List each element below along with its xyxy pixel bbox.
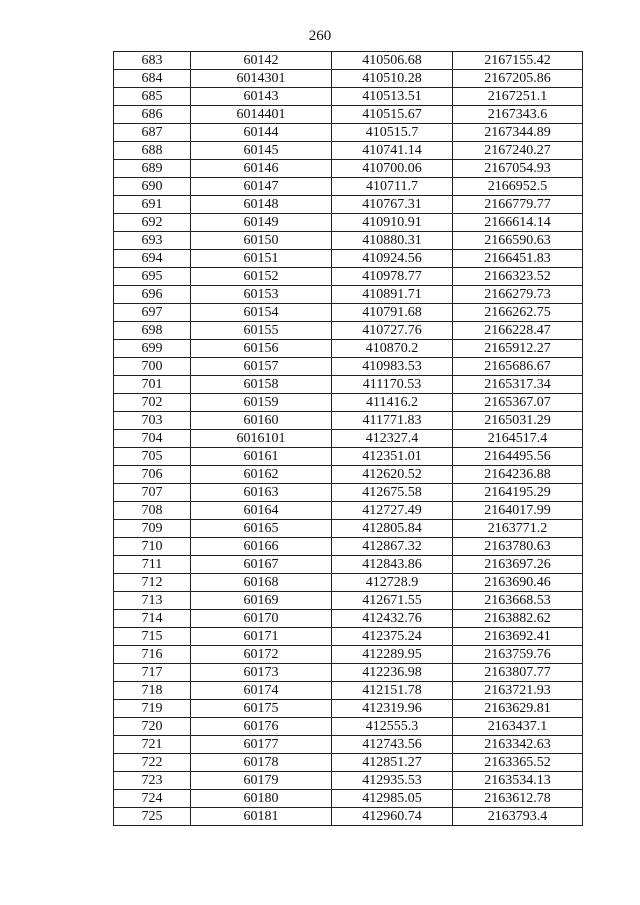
point-id-cell: 60161 — [191, 448, 332, 466]
y-coordinate-cell: 2163612.78 — [453, 790, 583, 808]
table-row — [114, 610, 583, 628]
row-index-cell: 697 — [114, 304, 191, 322]
row-index-cell: 700 — [114, 358, 191, 376]
point-id-cell: 60151 — [191, 250, 332, 268]
x-coordinate-cell: 412867.32 — [332, 538, 453, 556]
x-coordinate-cell: 410791.68 — [332, 304, 453, 322]
row-index-cell: 687 — [114, 124, 191, 142]
y-coordinate-cell: 2164195.29 — [453, 484, 583, 502]
y-coordinate-cell: 2165367.07 — [453, 394, 583, 412]
point-id-cell: 60158 — [191, 376, 332, 394]
y-coordinate-cell: 2163342.63 — [453, 736, 583, 754]
row-index-cell: 716 — [114, 646, 191, 664]
table-row — [114, 268, 583, 286]
x-coordinate-cell: 412327.4 — [332, 430, 453, 448]
point-id-cell: 60162 — [191, 466, 332, 484]
y-coordinate-cell: 2166262.75 — [453, 304, 583, 322]
x-coordinate-cell: 412555.3 — [332, 718, 453, 736]
point-id-cell: 60178 — [191, 754, 332, 772]
x-coordinate-cell: 412935.53 — [332, 772, 453, 790]
x-coordinate-cell: 411416.2 — [332, 394, 453, 412]
x-coordinate-cell: 410510.28 — [332, 70, 453, 88]
x-coordinate-cell: 412675.58 — [332, 484, 453, 502]
table-row — [114, 250, 583, 268]
table-row — [114, 520, 583, 538]
coordinates-table-body — [114, 52, 583, 826]
point-id-cell: 60180 — [191, 790, 332, 808]
row-index-cell: 685 — [114, 88, 191, 106]
point-id-cell: 6016101 — [191, 430, 332, 448]
table-row — [114, 484, 583, 502]
table-row — [114, 52, 583, 70]
table-row — [114, 376, 583, 394]
x-coordinate-cell: 410880.31 — [332, 232, 453, 250]
y-coordinate-cell: 2164517.4 — [453, 430, 583, 448]
x-coordinate-cell: 411170.53 — [332, 376, 453, 394]
row-index-cell: 684 — [114, 70, 191, 88]
table-row — [114, 502, 583, 520]
point-id-cell: 60175 — [191, 700, 332, 718]
y-coordinate-cell: 2164495.56 — [453, 448, 583, 466]
point-id-cell: 60173 — [191, 664, 332, 682]
point-id-cell: 6014401 — [191, 106, 332, 124]
x-coordinate-cell: 412375.24 — [332, 628, 453, 646]
y-coordinate-cell: 2163721.93 — [453, 682, 583, 700]
table-row — [114, 574, 583, 592]
point-id-cell: 60149 — [191, 214, 332, 232]
table-row — [114, 106, 583, 124]
x-coordinate-cell: 410891.71 — [332, 286, 453, 304]
table-row — [114, 412, 583, 430]
x-coordinate-cell: 410711.7 — [332, 178, 453, 196]
y-coordinate-cell: 2166952.5 — [453, 178, 583, 196]
table-row — [114, 358, 583, 376]
row-index-cell: 686 — [114, 106, 191, 124]
row-index-cell: 688 — [114, 142, 191, 160]
row-index-cell: 692 — [114, 214, 191, 232]
row-index-cell: 724 — [114, 790, 191, 808]
y-coordinate-cell: 2165031.29 — [453, 412, 583, 430]
table-row — [114, 160, 583, 178]
table-row — [114, 682, 583, 700]
row-index-cell: 725 — [114, 808, 191, 826]
point-id-cell: 60181 — [191, 808, 332, 826]
point-id-cell: 60147 — [191, 178, 332, 196]
x-coordinate-cell: 412236.98 — [332, 664, 453, 682]
point-id-cell: 60152 — [191, 268, 332, 286]
x-coordinate-cell: 412851.27 — [332, 754, 453, 772]
table-row — [114, 142, 583, 160]
table-row — [114, 556, 583, 574]
y-coordinate-cell: 2163807.77 — [453, 664, 583, 682]
row-index-cell: 719 — [114, 700, 191, 718]
row-index-cell: 698 — [114, 322, 191, 340]
page-number: 260 — [308, 28, 332, 44]
y-coordinate-cell: 2164236.88 — [453, 466, 583, 484]
table-row — [114, 430, 583, 448]
y-coordinate-cell: 2167155.42 — [453, 52, 583, 70]
row-index-cell: 720 — [114, 718, 191, 736]
point-id-cell: 60172 — [191, 646, 332, 664]
point-id-cell: 60159 — [191, 394, 332, 412]
point-id-cell: 60160 — [191, 412, 332, 430]
y-coordinate-cell: 2167240.27 — [453, 142, 583, 160]
row-index-cell: 691 — [114, 196, 191, 214]
y-coordinate-cell: 2167343.6 — [453, 106, 583, 124]
x-coordinate-cell: 412743.56 — [332, 736, 453, 754]
table-row — [114, 196, 583, 214]
y-coordinate-cell: 2166451.83 — [453, 250, 583, 268]
x-coordinate-cell: 412805.84 — [332, 520, 453, 538]
x-coordinate-cell: 410983.53 — [332, 358, 453, 376]
x-coordinate-cell: 412728.9 — [332, 574, 453, 592]
table-row — [114, 466, 583, 484]
y-coordinate-cell: 2163690.46 — [453, 574, 583, 592]
table-row — [114, 304, 583, 322]
point-id-cell: 60168 — [191, 574, 332, 592]
y-coordinate-cell: 2163697.26 — [453, 556, 583, 574]
y-coordinate-cell: 2163882.62 — [453, 610, 583, 628]
row-index-cell: 712 — [114, 574, 191, 592]
point-id-cell: 60163 — [191, 484, 332, 502]
table-row — [114, 214, 583, 232]
table-row — [114, 340, 583, 358]
table-row — [114, 808, 583, 826]
y-coordinate-cell: 2166779.77 — [453, 196, 583, 214]
point-id-cell: 60176 — [191, 718, 332, 736]
point-id-cell: 60142 — [191, 52, 332, 70]
point-id-cell: 60144 — [191, 124, 332, 142]
y-coordinate-cell: 2163692.41 — [453, 628, 583, 646]
y-coordinate-cell: 2163534.13 — [453, 772, 583, 790]
x-coordinate-cell: 411771.83 — [332, 412, 453, 430]
row-index-cell: 696 — [114, 286, 191, 304]
table-row — [114, 772, 583, 790]
y-coordinate-cell: 2166590.63 — [453, 232, 583, 250]
x-coordinate-cell: 412727.49 — [332, 502, 453, 520]
x-coordinate-cell: 412620.52 — [332, 466, 453, 484]
row-index-cell: 710 — [114, 538, 191, 556]
row-index-cell: 695 — [114, 268, 191, 286]
row-index-cell: 706 — [114, 466, 191, 484]
y-coordinate-cell: 2163780.63 — [453, 538, 583, 556]
table-row — [114, 286, 583, 304]
x-coordinate-cell: 410515.67 — [332, 106, 453, 124]
y-coordinate-cell: 2166323.52 — [453, 268, 583, 286]
row-index-cell: 705 — [114, 448, 191, 466]
y-coordinate-cell: 2167054.93 — [453, 160, 583, 178]
row-index-cell: 722 — [114, 754, 191, 772]
point-id-cell: 60166 — [191, 538, 332, 556]
point-id-cell: 60148 — [191, 196, 332, 214]
point-id-cell: 60164 — [191, 502, 332, 520]
y-coordinate-cell: 2166228.47 — [453, 322, 583, 340]
table-row — [114, 124, 583, 142]
point-id-cell: 6014301 — [191, 70, 332, 88]
point-id-cell: 60179 — [191, 772, 332, 790]
x-coordinate-cell: 410513.51 — [332, 88, 453, 106]
table-row — [114, 322, 583, 340]
y-coordinate-cell: 2163668.53 — [453, 592, 583, 610]
point-id-cell: 60154 — [191, 304, 332, 322]
y-coordinate-cell: 2167344.89 — [453, 124, 583, 142]
x-coordinate-cell: 412671.55 — [332, 592, 453, 610]
point-id-cell: 60143 — [191, 88, 332, 106]
table-row — [114, 736, 583, 754]
y-coordinate-cell: 2167251.1 — [453, 88, 583, 106]
x-coordinate-cell: 412351.01 — [332, 448, 453, 466]
y-coordinate-cell: 2166614.14 — [453, 214, 583, 232]
y-coordinate-cell: 2163771.2 — [453, 520, 583, 538]
point-id-cell: 60174 — [191, 682, 332, 700]
y-coordinate-cell: 2163365.52 — [453, 754, 583, 772]
table-row — [114, 178, 583, 196]
table-row — [114, 754, 583, 772]
y-coordinate-cell: 2167205.86 — [453, 70, 583, 88]
table-row — [114, 646, 583, 664]
table-row — [114, 628, 583, 646]
point-id-cell: 60170 — [191, 610, 332, 628]
point-id-cell: 60150 — [191, 232, 332, 250]
table-row — [114, 538, 583, 556]
x-coordinate-cell: 412289.95 — [332, 646, 453, 664]
x-coordinate-cell: 410978.77 — [332, 268, 453, 286]
row-index-cell: 693 — [114, 232, 191, 250]
point-id-cell: 60165 — [191, 520, 332, 538]
x-coordinate-cell: 410700.06 — [332, 160, 453, 178]
row-index-cell: 704 — [114, 430, 191, 448]
x-coordinate-cell: 410741.14 — [332, 142, 453, 160]
row-index-cell: 717 — [114, 664, 191, 682]
table-row — [114, 592, 583, 610]
point-id-cell: 60155 — [191, 322, 332, 340]
x-coordinate-cell: 412985.05 — [332, 790, 453, 808]
table-row — [114, 70, 583, 88]
point-id-cell: 60156 — [191, 340, 332, 358]
row-index-cell: 699 — [114, 340, 191, 358]
row-index-cell: 702 — [114, 394, 191, 412]
point-id-cell: 60146 — [191, 160, 332, 178]
x-coordinate-cell: 412432.76 — [332, 610, 453, 628]
point-id-cell: 60171 — [191, 628, 332, 646]
y-coordinate-cell: 2165317.34 — [453, 376, 583, 394]
y-coordinate-cell: 2166279.73 — [453, 286, 583, 304]
row-index-cell: 707 — [114, 484, 191, 502]
table-row — [114, 790, 583, 808]
y-coordinate-cell: 2164017.99 — [453, 502, 583, 520]
x-coordinate-cell: 410767.31 — [332, 196, 453, 214]
x-coordinate-cell: 412319.96 — [332, 700, 453, 718]
y-coordinate-cell: 2165912.27 — [453, 340, 583, 358]
table-row — [114, 394, 583, 412]
point-id-cell: 60153 — [191, 286, 332, 304]
row-index-cell: 689 — [114, 160, 191, 178]
row-index-cell: 721 — [114, 736, 191, 754]
row-index-cell: 713 — [114, 592, 191, 610]
point-id-cell: 60145 — [191, 142, 332, 160]
point-id-cell: 60157 — [191, 358, 332, 376]
x-coordinate-cell: 410515.7 — [332, 124, 453, 142]
row-index-cell: 718 — [114, 682, 191, 700]
x-coordinate-cell: 410870.2 — [332, 340, 453, 358]
table-row — [114, 700, 583, 718]
x-coordinate-cell: 410924.56 — [332, 250, 453, 268]
table-row — [114, 88, 583, 106]
table-row — [114, 232, 583, 250]
y-coordinate-cell: 2163759.76 — [453, 646, 583, 664]
x-coordinate-cell: 410506.68 — [332, 52, 453, 70]
y-coordinate-cell: 2163629.81 — [453, 700, 583, 718]
row-index-cell: 711 — [114, 556, 191, 574]
row-index-cell: 703 — [114, 412, 191, 430]
coordinates-table — [113, 51, 583, 826]
table-row — [114, 448, 583, 466]
point-id-cell: 60169 — [191, 592, 332, 610]
row-index-cell: 701 — [114, 376, 191, 394]
row-index-cell: 690 — [114, 178, 191, 196]
y-coordinate-cell: 2163793.4 — [453, 808, 583, 826]
table-row — [114, 664, 583, 682]
row-index-cell: 694 — [114, 250, 191, 268]
x-coordinate-cell: 410727.76 — [332, 322, 453, 340]
y-coordinate-cell: 2163437.1 — [453, 718, 583, 736]
point-id-cell: 60167 — [191, 556, 332, 574]
row-index-cell: 714 — [114, 610, 191, 628]
x-coordinate-cell: 412960.74 — [332, 808, 453, 826]
row-index-cell: 708 — [114, 502, 191, 520]
row-index-cell: 709 — [114, 520, 191, 538]
row-index-cell: 723 — [114, 772, 191, 790]
table-row — [114, 718, 583, 736]
x-coordinate-cell: 412151.78 — [332, 682, 453, 700]
row-index-cell: 683 — [114, 52, 191, 70]
row-index-cell: 715 — [114, 628, 191, 646]
x-coordinate-cell: 410910.91 — [332, 214, 453, 232]
x-coordinate-cell: 412843.86 — [332, 556, 453, 574]
point-id-cell: 60177 — [191, 736, 332, 754]
y-coordinate-cell: 2165686.67 — [453, 358, 583, 376]
